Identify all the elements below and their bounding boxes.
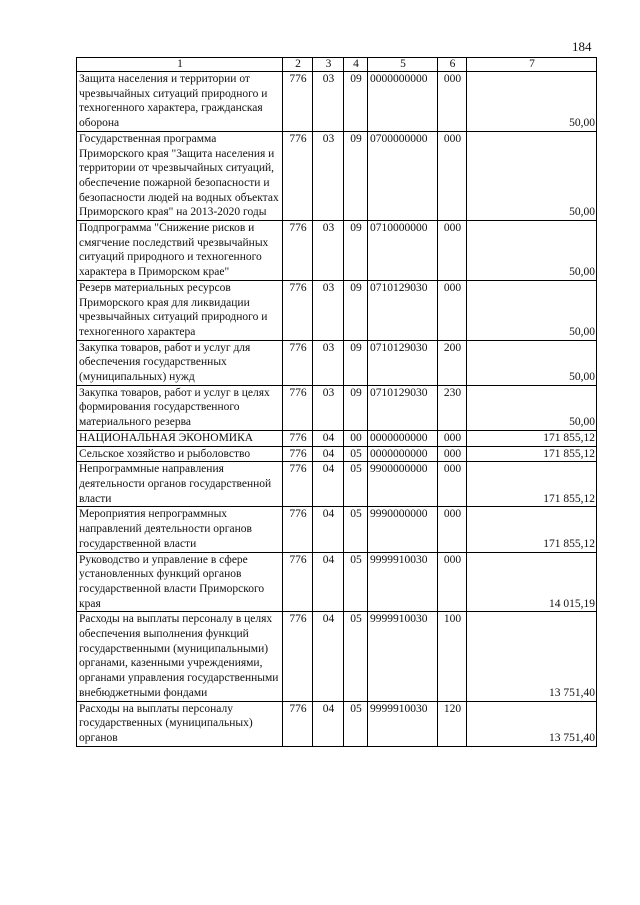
expense-type-cell: 000: [438, 280, 467, 340]
subsection-code-cell: 05: [344, 701, 368, 746]
expense-type-cell: 230: [438, 385, 467, 430]
amount-cell: 171 855,12: [467, 430, 597, 446]
row-name-cell: Мероприятия непрограммных направлений деятельности органов государственной власти: [77, 507, 283, 552]
amount-cell: 13 751,40: [467, 612, 597, 701]
section-code-cell: 03: [313, 280, 344, 340]
expense-type-cell: 000: [438, 72, 467, 132]
amount-cell: 50,00: [467, 280, 597, 340]
expense-type-cell: 000: [438, 221, 467, 281]
section-code-cell: 04: [313, 446, 344, 462]
subsection-code-cell: 09: [344, 221, 368, 281]
amount-cell: 50,00: [467, 385, 597, 430]
admin-code-cell: 776: [283, 701, 313, 746]
amount-cell: 50,00: [467, 72, 597, 132]
admin-code-cell: 776: [283, 507, 313, 552]
target-article-cell: 0710129030: [368, 280, 438, 340]
column-header: 6: [438, 58, 467, 72]
column-header: 2: [283, 58, 313, 72]
expense-type-cell: 000: [438, 430, 467, 446]
table-row: [77, 430, 597, 446]
admin-code-cell: 776: [283, 221, 313, 281]
section-code-cell: 04: [313, 462, 344, 507]
admin-code-cell: 776: [283, 552, 313, 612]
admin-code-cell: 776: [283, 72, 313, 132]
row-name-cell: Государственная программа Приморского края "Защита населения и территории от чрезвычайных ситуаций, обеспечение пожарной безопасности и безопасности людей на водных объектах Приморского края" на 2013-2020 годы: [77, 131, 283, 220]
section-code-cell: 03: [313, 385, 344, 430]
target-article-cell: 9900000000: [368, 462, 438, 507]
subsection-code-cell: 09: [344, 72, 368, 132]
row-name-cell: Расходы на выплаты персоналу в целях обеспечения выполнения функций государственными (муниципальными) органами, казенными учреждениями, органами управления государственными внебюджетными фондами: [77, 612, 283, 701]
row-name-cell: Закупка товаров, работ и услуг для обеспечения государственных (муниципальных) нужд: [77, 340, 283, 385]
amount-cell: 50,00: [467, 131, 597, 220]
row-name-cell: Защита населения и территории от чрезвычайных ситуаций природного и техногенного характера, гражданская оборона: [77, 72, 283, 132]
table-row: [77, 462, 597, 507]
amount-cell: 50,00: [467, 221, 597, 281]
subsection-code-cell: 09: [344, 131, 368, 220]
table-row: [77, 72, 597, 132]
expense-type-cell: 000: [438, 446, 467, 462]
table-row: [77, 385, 597, 430]
admin-code-cell: 776: [283, 446, 313, 462]
subsection-code-cell: 05: [344, 446, 368, 462]
table-row: [77, 446, 597, 462]
expense-type-cell: 000: [438, 462, 467, 507]
amount-cell: 13 751,40: [467, 701, 597, 746]
row-name-cell: Закупка товаров, работ и услуг в целях формирования государственного материального резерва: [77, 385, 283, 430]
target-article-cell: 0700000000: [368, 131, 438, 220]
budget-table: [76, 57, 597, 747]
amount-cell: 50,00: [467, 340, 597, 385]
expense-type-cell: 000: [438, 552, 467, 612]
table-row: [77, 340, 597, 385]
subsection-code-cell: 09: [344, 280, 368, 340]
target-article-cell: 9999910030: [368, 701, 438, 746]
target-article-cell: 0710129030: [368, 340, 438, 385]
section-code-cell: 04: [313, 612, 344, 701]
admin-code-cell: 776: [283, 340, 313, 385]
target-article-cell: 0000000000: [368, 72, 438, 132]
expense-type-cell: 100: [438, 612, 467, 701]
expense-type-cell: 120: [438, 701, 467, 746]
column-header: 5: [368, 58, 438, 72]
row-name-cell: Сельское хозяйство и рыболовство: [77, 446, 283, 462]
target-article-cell: 9999910030: [368, 612, 438, 701]
table-row: [77, 131, 597, 220]
table-row: [77, 221, 597, 281]
subsection-code-cell: 05: [344, 462, 368, 507]
admin-code-cell: 776: [283, 280, 313, 340]
expense-type-cell: 000: [438, 131, 467, 220]
row-name-cell: Руководство и управление в сфере установленных функций органов государственной власти Приморского края: [77, 552, 283, 612]
section-code-cell: 04: [313, 430, 344, 446]
subsection-code-cell: 05: [344, 552, 368, 612]
table-row: [77, 280, 597, 340]
target-article-cell: 0000000000: [368, 446, 438, 462]
section-code-cell: 03: [313, 340, 344, 385]
column-header: 7: [467, 58, 597, 72]
amount-cell: 171 855,12: [467, 462, 597, 507]
page-number: 184: [572, 39, 592, 54]
amount-cell: 171 855,12: [467, 507, 597, 552]
section-code-cell: 04: [313, 507, 344, 552]
row-name-cell: Резерв материальных ресурсов Приморского края для ликвидации чрезвычайных ситуаций природного и техногенного характера: [77, 280, 283, 340]
column-header: 4: [344, 58, 368, 72]
expense-type-cell: 000: [438, 507, 467, 552]
table-row: [77, 552, 597, 612]
row-name-cell: Расходы на выплаты персоналу государственных (муниципальных) органов: [77, 701, 283, 746]
target-article-cell: 9999910030: [368, 552, 438, 612]
row-name-cell: НАЦИОНАЛЬНАЯ ЭКОНОМИКА: [77, 430, 283, 446]
section-code-cell: 04: [313, 701, 344, 746]
table-row: [77, 507, 597, 552]
target-article-cell: 0710000000: [368, 221, 438, 281]
subsection-code-cell: 00: [344, 430, 368, 446]
target-article-cell: 0710129030: [368, 385, 438, 430]
section-code-cell: 03: [313, 131, 344, 220]
column-header: 3: [313, 58, 344, 72]
row-name-cell: Подпрограмма "Снижение рисков и смягчение последствий чрезвычайных ситуаций природного и техногенного характера в Приморском крае": [77, 221, 283, 281]
admin-code-cell: 776: [283, 612, 313, 701]
subsection-code-cell: 09: [344, 385, 368, 430]
expense-type-cell: 200: [438, 340, 467, 385]
amount-cell: 14 015,19: [467, 552, 597, 612]
section-code-cell: 04: [313, 552, 344, 612]
admin-code-cell: 776: [283, 131, 313, 220]
column-header: 1: [77, 58, 283, 72]
section-code-cell: 03: [313, 221, 344, 281]
subsection-code-cell: 05: [344, 507, 368, 552]
subsection-code-cell: 09: [344, 340, 368, 385]
admin-code-cell: 776: [283, 462, 313, 507]
subsection-code-cell: 05: [344, 612, 368, 701]
admin-code-cell: 776: [283, 385, 313, 430]
target-article-cell: 9990000000: [368, 507, 438, 552]
amount-cell: 171 855,12: [467, 446, 597, 462]
admin-code-cell: 776: [283, 430, 313, 446]
target-article-cell: 0000000000: [368, 430, 438, 446]
section-code-cell: 03: [313, 72, 344, 132]
table-row: [77, 701, 597, 746]
table-row: [77, 612, 597, 701]
row-name-cell: Непрограммные направления деятельности органов государственной власти: [77, 462, 283, 507]
table-header-row: [77, 58, 597, 72]
